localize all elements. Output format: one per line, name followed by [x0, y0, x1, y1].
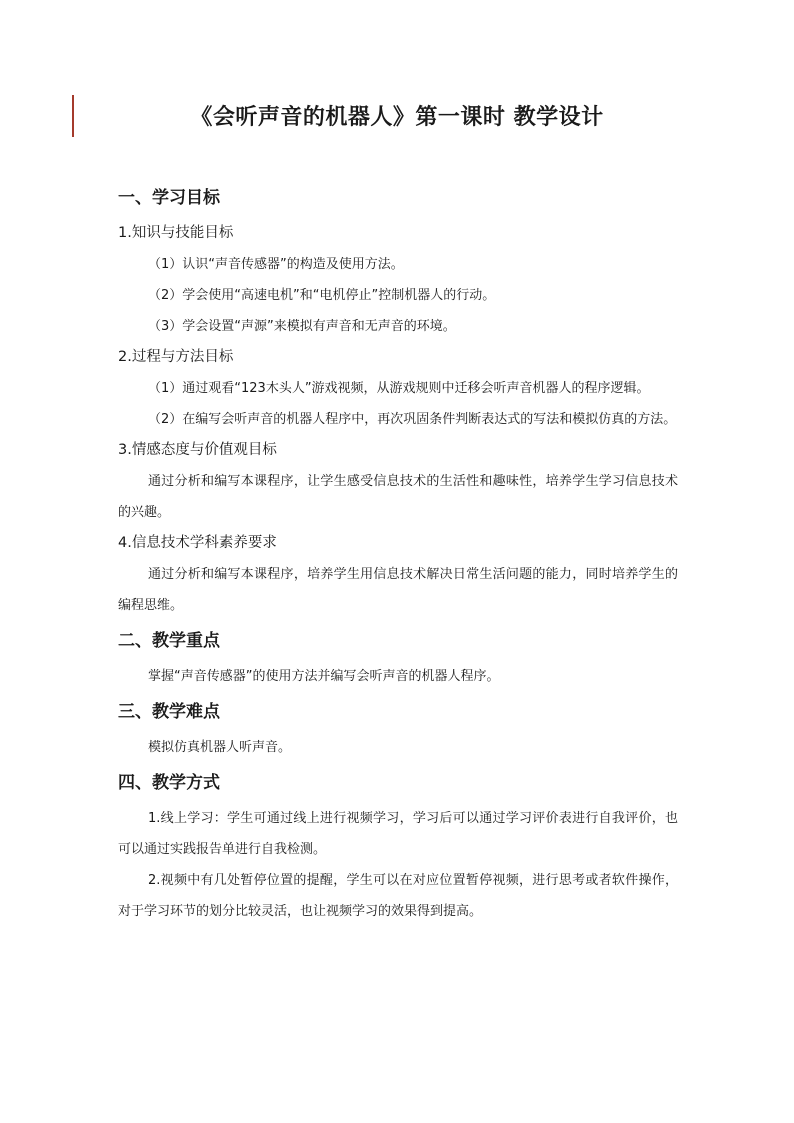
method-item: 2.视频中有几处暂停位置的提醒，学生可以在对应位置暂停视频，进行思考或者软件操作，对于学习环节的划分比较灵活，也让视频学习的效果得到提高。	[118, 873, 678, 919]
difficulties-text: 模拟仿真机器人听声音。	[148, 740, 292, 755]
process-goal-item: （1）通过观看“123木头人”游戏视频，从游戏规则中迁移会听声音机器人的程序逻辑。	[148, 381, 650, 396]
knowledge-goal-item: （2）学会使用“高速电机”和“电机停止”控制机器人的行动。	[148, 288, 496, 303]
process-goal-item: （2）在编写会听声音的机器人程序中，再次巩固条件判断表达式的写法和模拟仿真的方法。	[148, 412, 677, 427]
knowledge-goal-item: （3）学会设置“声源”来模拟有声音和无声音的环境。	[148, 319, 456, 334]
method-item: 1.线上学习：学生可通过线上进行视频学习，学习后可以通过学习评价表进行自我评价，也可以通过实践报告单进行自我检测。	[118, 811, 678, 857]
attitude-goal-text: 通过分析和编写本课程序，让学生感受信息技术的生活性和趣味性，培养学生学习信息技术的兴趣。	[118, 474, 678, 520]
section-heading-difficulties: 三、教学难点	[118, 702, 220, 722]
section-heading-key-points: 二、教学重点	[118, 631, 220, 651]
knowledge-goal-item: （1）认识“声音传感器”的构造及使用方法。	[148, 257, 404, 272]
subheading-attitude-goals: 3.情感态度与价值观目标	[118, 442, 277, 458]
subheading-literacy-requirements: 4.信息技术学科素养要求	[118, 535, 277, 551]
subheading-knowledge-goals: 1.知识与技能目标	[118, 225, 234, 241]
literacy-requirement-text: 通过分析和编写本课程序，培养学生用信息技术解决日常生活问题的能力，同时培养学生的编程思维。	[118, 567, 678, 613]
subheading-process-goals: 2.过程与方法目标	[118, 349, 234, 365]
key-points-text: 掌握“声音传感器”的使用方法并编写会听声音的机器人程序。	[148, 669, 500, 684]
section-heading-goals: 一、学习目标	[118, 188, 220, 208]
document-body	[118, 180, 678, 927]
page-title: 《会听声音的机器人》第一课时 教学设计	[190, 105, 604, 130]
section-heading-methods: 四、教学方式	[118, 773, 220, 793]
